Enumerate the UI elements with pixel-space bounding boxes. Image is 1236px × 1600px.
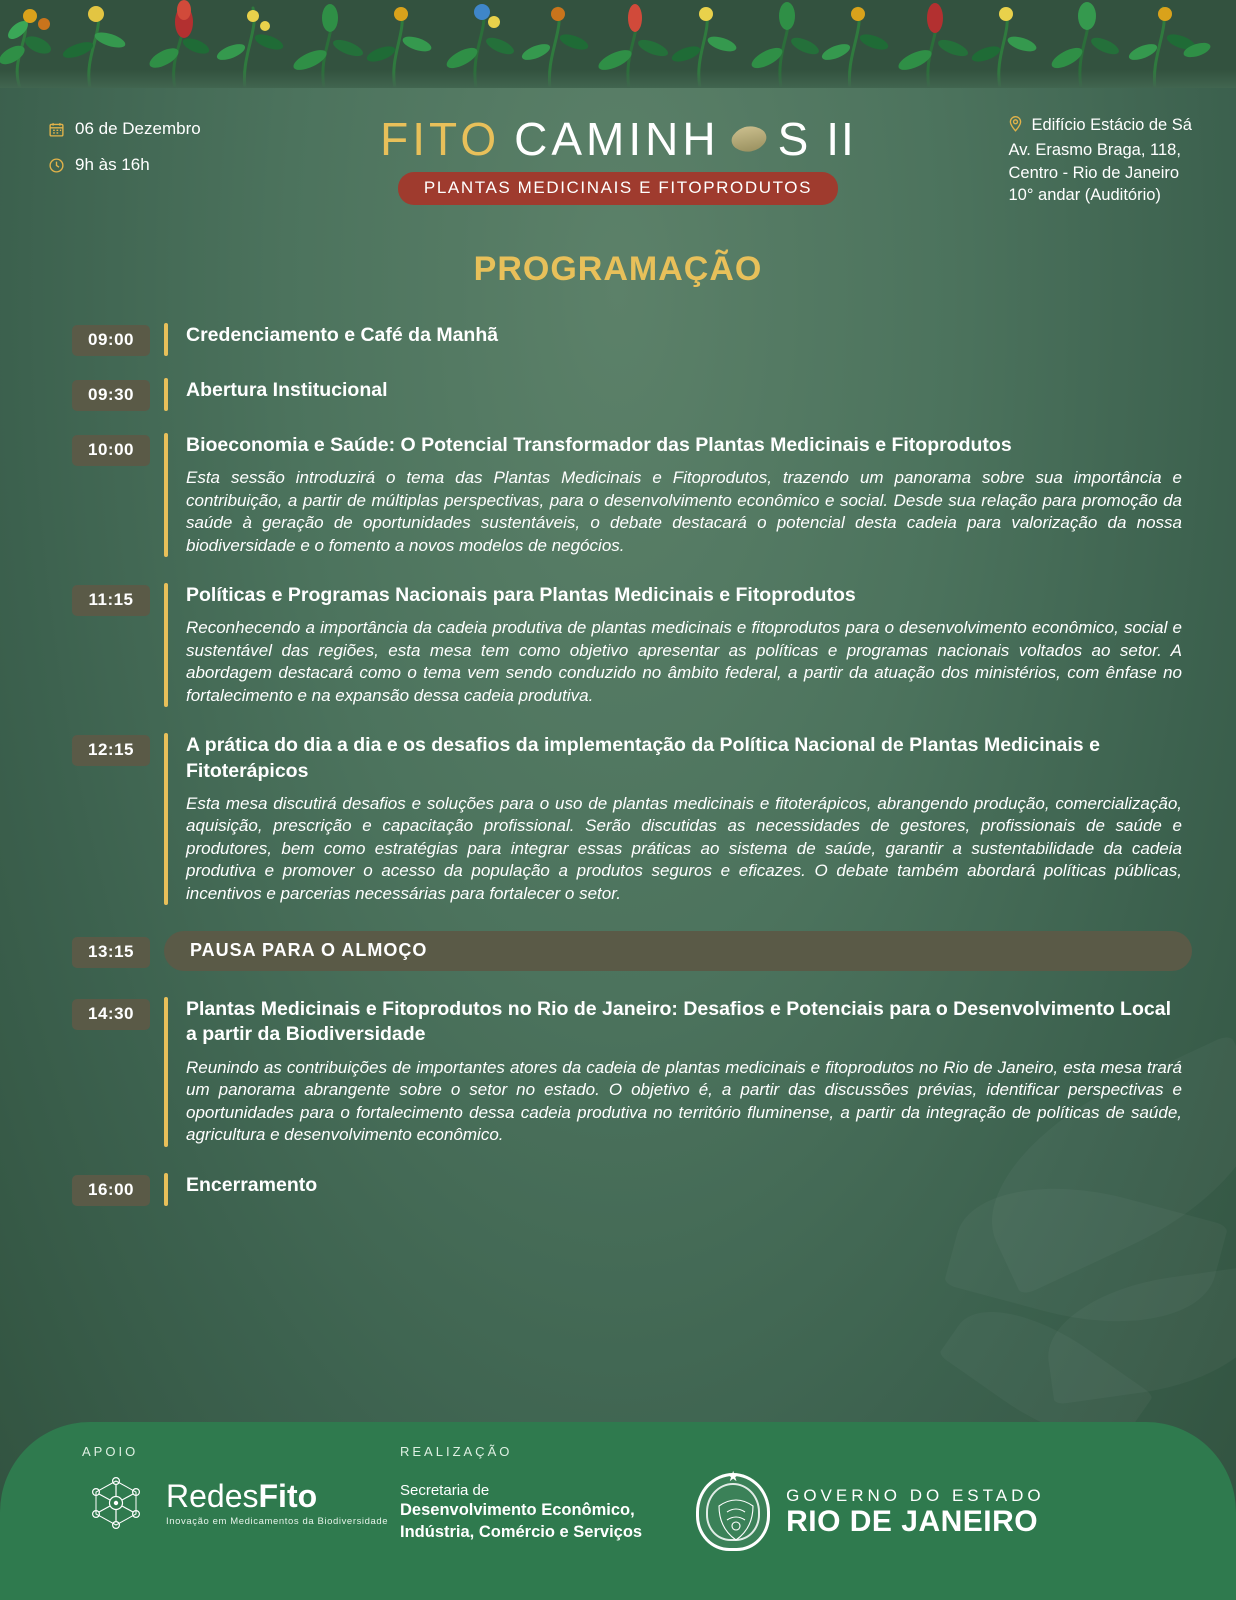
location-address: Av. Erasmo Braga, 118, (1008, 140, 1181, 159)
lunch-label: PAUSA PARA O ALMOÇO (164, 931, 1192, 971)
schedule-list (0, 323, 1236, 1206)
schedule-accent-bar (164, 733, 168, 905)
secretaria-line-1: Secretaria de (400, 1482, 490, 1500)
schedule-item (72, 433, 1192, 557)
schedule-item (72, 323, 1192, 356)
governo-wordmark (786, 1486, 1045, 1538)
schedule-accent-bar (164, 583, 168, 707)
schedule-title: Políticas e Programas Nacionais para Plantas Medicinais e Fitoprodutos (186, 584, 856, 607)
map-pin-icon (1008, 115, 1023, 139)
schedule-time-badge: 16:00 (72, 1175, 150, 1206)
schedule-content (186, 433, 1192, 557)
title-caminhos-s: S (777, 113, 813, 165)
schedule-content (186, 1173, 1192, 1198)
schedule-title: A prática do dia a dia e os desafios da implementação da Política Nacional de Plantas Medicinais e Fitoterápicos (186, 734, 1100, 782)
schedule-content (186, 323, 1192, 348)
apoio-label: APOIO (82, 1444, 139, 1459)
location-line-1 (1008, 114, 1192, 139)
schedule-item (72, 378, 1192, 411)
event-time-row (48, 152, 201, 178)
poster-footer (0, 1422, 1236, 1600)
schedule-lunch-item (72, 931, 1192, 971)
realizacao-logos (400, 1468, 1196, 1551)
schedule-content (186, 378, 1192, 403)
schedule-time-badge: 11:15 (72, 585, 150, 616)
leaf-decoration-icon (1039, 1265, 1236, 1405)
calendar-icon (48, 121, 65, 138)
schedule-content (186, 997, 1192, 1146)
redesfito-name-2: Fito (258, 1477, 318, 1514)
schedule-content (186, 733, 1192, 905)
title-edition: II (826, 113, 856, 165)
event-time-text: 9h às 16h (75, 155, 150, 175)
schedule-title: Encerramento (186, 1173, 318, 1196)
schedule-title: Bioeconomia e Saúde: O Potencial Transformador das Plantas Medicinais e Fitoprodutos (186, 434, 1012, 456)
clock-icon (48, 157, 65, 174)
schedule-item (72, 1173, 1192, 1206)
redesfito-name-1: Redes (166, 1477, 259, 1514)
schedule-time-badge: 09:00 (72, 325, 150, 356)
star-icon: ★ (726, 1468, 740, 1484)
schedule-title: Abertura Institucional (186, 379, 388, 401)
redesfito-wordmark (166, 1477, 389, 1527)
schedule-description: Reunindo as contribuições de importantes atores da cadeia de plantas medicinais e fitoprodutos no Rio de Janeiro, esta mesa trará um panorama abrangente sobre o setor no estado. O objetivo é, a partir das discussões prévias, identificar perspectivas e oportunidades para o fortalecimento dessa cadeia produtiva no território fluminense, a partir da integração de políticas de saúde, agricultura e desenvolvimento econômico. (186, 1057, 1182, 1145)
title-fito: FITO (380, 113, 501, 165)
event-date-text: 06 de Dezembro (75, 119, 201, 138)
event-subtitle: PLANTAS MEDICINAIS E FITOPRODUTOS (398, 172, 838, 205)
schedule-description: Reconhecendo a importância da cadeia produtiva de plantas medicinais e fitoprodutos para o desenvolvimento econômico, social e sustentável das regiões, esta mesa tem como objetivo apresentar as políticas e programas nacionais voltados ao setor. A abordagem destacará como o tema vem sendo conduzido no âmbito federal, a partir da atuação dos ministérios, com ênfase no fortalecimento e na expansão dessa cadeia produtiva. (186, 618, 1182, 705)
schedule-time-badge: 09:30 (72, 380, 150, 411)
schedule-accent-bar (164, 1173, 168, 1206)
governo-logo (696, 1468, 1045, 1551)
redesfito-mark-icon (82, 1469, 150, 1537)
schedule-accent-bar (164, 323, 168, 356)
schedule-description: Esta sessão introduzirá o tema das Plantas Medicinais e Fitoprodutos, trazendo um panorama sobre sua importância e contribuição, a partir de múltiplas perspectivas, para o desenvolvimento econômico e social. Desde sua relação para promoção da saúde à geração de oportunidades sustentáveis, o debate destacará o potencial desta cadeia para valorização da nossa biodiversidade e o fomento a novos modelos de negócios. (186, 468, 1182, 555)
realizacao-label: REALIZAÇÃO (400, 1444, 513, 1459)
secretaria-line-3: Indústria, Comércio e Serviços (400, 1522, 643, 1541)
event-location (1008, 114, 1192, 207)
title-caminhos: CAMINH (514, 113, 720, 165)
poster-header (0, 88, 1236, 216)
apoio-section (40, 1444, 400, 1600)
schedule-item (72, 997, 1192, 1146)
governo-line-2: RIO DE JANEIRO (786, 1505, 1039, 1539)
secretaria-logo (400, 1481, 642, 1542)
botanical-banner (0, 0, 1236, 88)
schedule-item (72, 733, 1192, 905)
schedule-content (186, 583, 1192, 707)
schedule-time-badge: 13:15 (72, 937, 150, 968)
schedule-title: Credenciamento e Café da Manhã (186, 324, 499, 346)
event-datetime (48, 116, 201, 189)
governo-line-1: GOVERNO DO ESTADO (786, 1486, 1045, 1506)
realizacao-section (400, 1444, 1196, 1600)
location-venue: Edifício Estácio de Sá (1031, 116, 1192, 134)
schedule-accent-bar (164, 997, 168, 1146)
schedule-time-badge: 12:15 (72, 735, 150, 766)
page-title: PROGRAMAÇÃO (473, 250, 763, 288)
coat-of-arms-icon (696, 1468, 770, 1551)
seed-icon (728, 118, 770, 160)
secretaria-line-2: Desenvolvimento Econômico, (400, 1501, 635, 1520)
schedule-accent-bar (164, 378, 168, 411)
event-title (380, 113, 856, 165)
apoio-logos (40, 1469, 400, 1537)
schedule-accent-bar (164, 433, 168, 557)
schedule-time-badge: 14:30 (72, 999, 150, 1030)
location-floor: 10° andar (Auditório) (1008, 186, 1161, 205)
schedule-title: Plantas Medicinais e Fitoprodutos no Rio de Janeiro: Desafios e Potenciais para o Desenvolvimento Local a partir da Biodiversidade (186, 998, 1171, 1046)
schedule-time-badge: 10:00 (72, 435, 150, 466)
schedule-description: Esta mesa discutirá desafios e soluções para o uso de plantas medicinais e fitoterápicos, abrangendo produção, comercialização, aquisição, prescrição e capacitação profissional. Serão discutidas as necessidades de gestores, profissionais de saúde e produtores, bem como estratégias para integrar essas práticas ao sistema de saúde, garantir a sustentabilidade da cadeia produtiva e promover o acesso da população a produtos seguros e eficazes. O debate também abordará políticas públicas, incentivos e parcerias necessárias para fortalecer o setor. (186, 793, 1182, 903)
location-city: Centro - Rio de Janeiro (1008, 163, 1180, 182)
schedule-item (72, 583, 1192, 707)
banner-fade (0, 70, 1236, 88)
redesfito-tagline: Inovação em Medicamentos da Biodiversidade (166, 1515, 389, 1527)
event-date-row (48, 116, 201, 142)
